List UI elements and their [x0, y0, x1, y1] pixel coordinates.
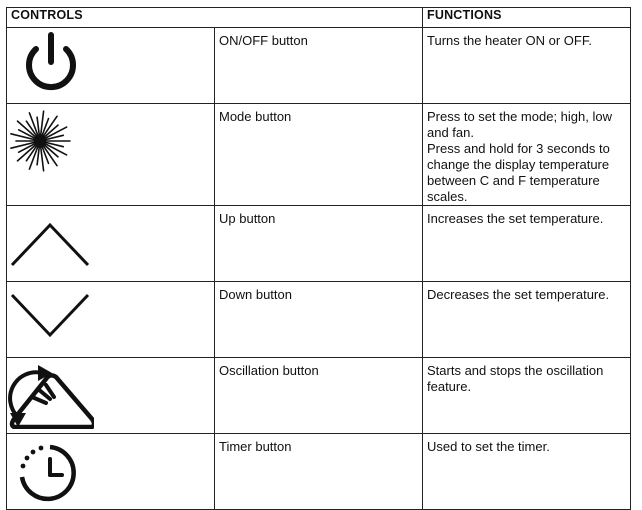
timer-icon	[8, 435, 94, 505]
icon-cell	[7, 434, 215, 510]
oscillation-icon	[8, 359, 94, 429]
table-row	[7, 104, 631, 206]
icon-cell	[7, 28, 215, 104]
control-function	[423, 282, 631, 358]
function-line: Turns the heater ON or OFF.	[427, 33, 592, 48]
control-name: Down button	[215, 282, 423, 358]
function-line: Starts and stops the oscillation feature.	[427, 363, 604, 394]
function-line: Press and hold for 3 seconds to change the display temperature	[427, 141, 610, 172]
chevron-up-icon	[8, 207, 94, 277]
chevron-down-icon	[8, 283, 94, 353]
control-function	[423, 104, 631, 206]
table-header-row	[7, 8, 631, 28]
control-name: Timer button	[215, 434, 423, 510]
icon-cell	[7, 206, 215, 282]
control-name: Up button	[215, 206, 423, 282]
function-line: between C and F temperature scales.	[427, 173, 600, 204]
power-icon	[8, 29, 94, 99]
table-row	[7, 206, 631, 282]
icon-cell	[7, 104, 215, 206]
control-function	[423, 358, 631, 434]
table-row	[7, 282, 631, 358]
function-line: Increases the set temperature.	[427, 211, 604, 226]
control-name: Oscillation button	[215, 358, 423, 434]
control-name: ON/OFF button	[215, 28, 423, 104]
function-line: Used to set the timer.	[427, 439, 550, 454]
controls-table	[6, 7, 631, 510]
control-function	[423, 28, 631, 104]
table-row	[7, 358, 631, 434]
function-line: Press to set the mode; high, low and fan.	[427, 109, 612, 140]
control-name: Mode button	[215, 104, 423, 206]
starburst-icon	[8, 105, 94, 175]
functions-header: FUNCTIONS	[423, 8, 631, 28]
control-function	[423, 434, 631, 510]
table-row	[7, 434, 631, 510]
table-row	[7, 28, 631, 104]
icon-cell	[7, 282, 215, 358]
function-line: Decreases the set temperature.	[427, 287, 610, 302]
icon-cell	[7, 358, 215, 434]
control-function	[423, 206, 631, 282]
controls-header: CONTROLS	[7, 8, 423, 28]
